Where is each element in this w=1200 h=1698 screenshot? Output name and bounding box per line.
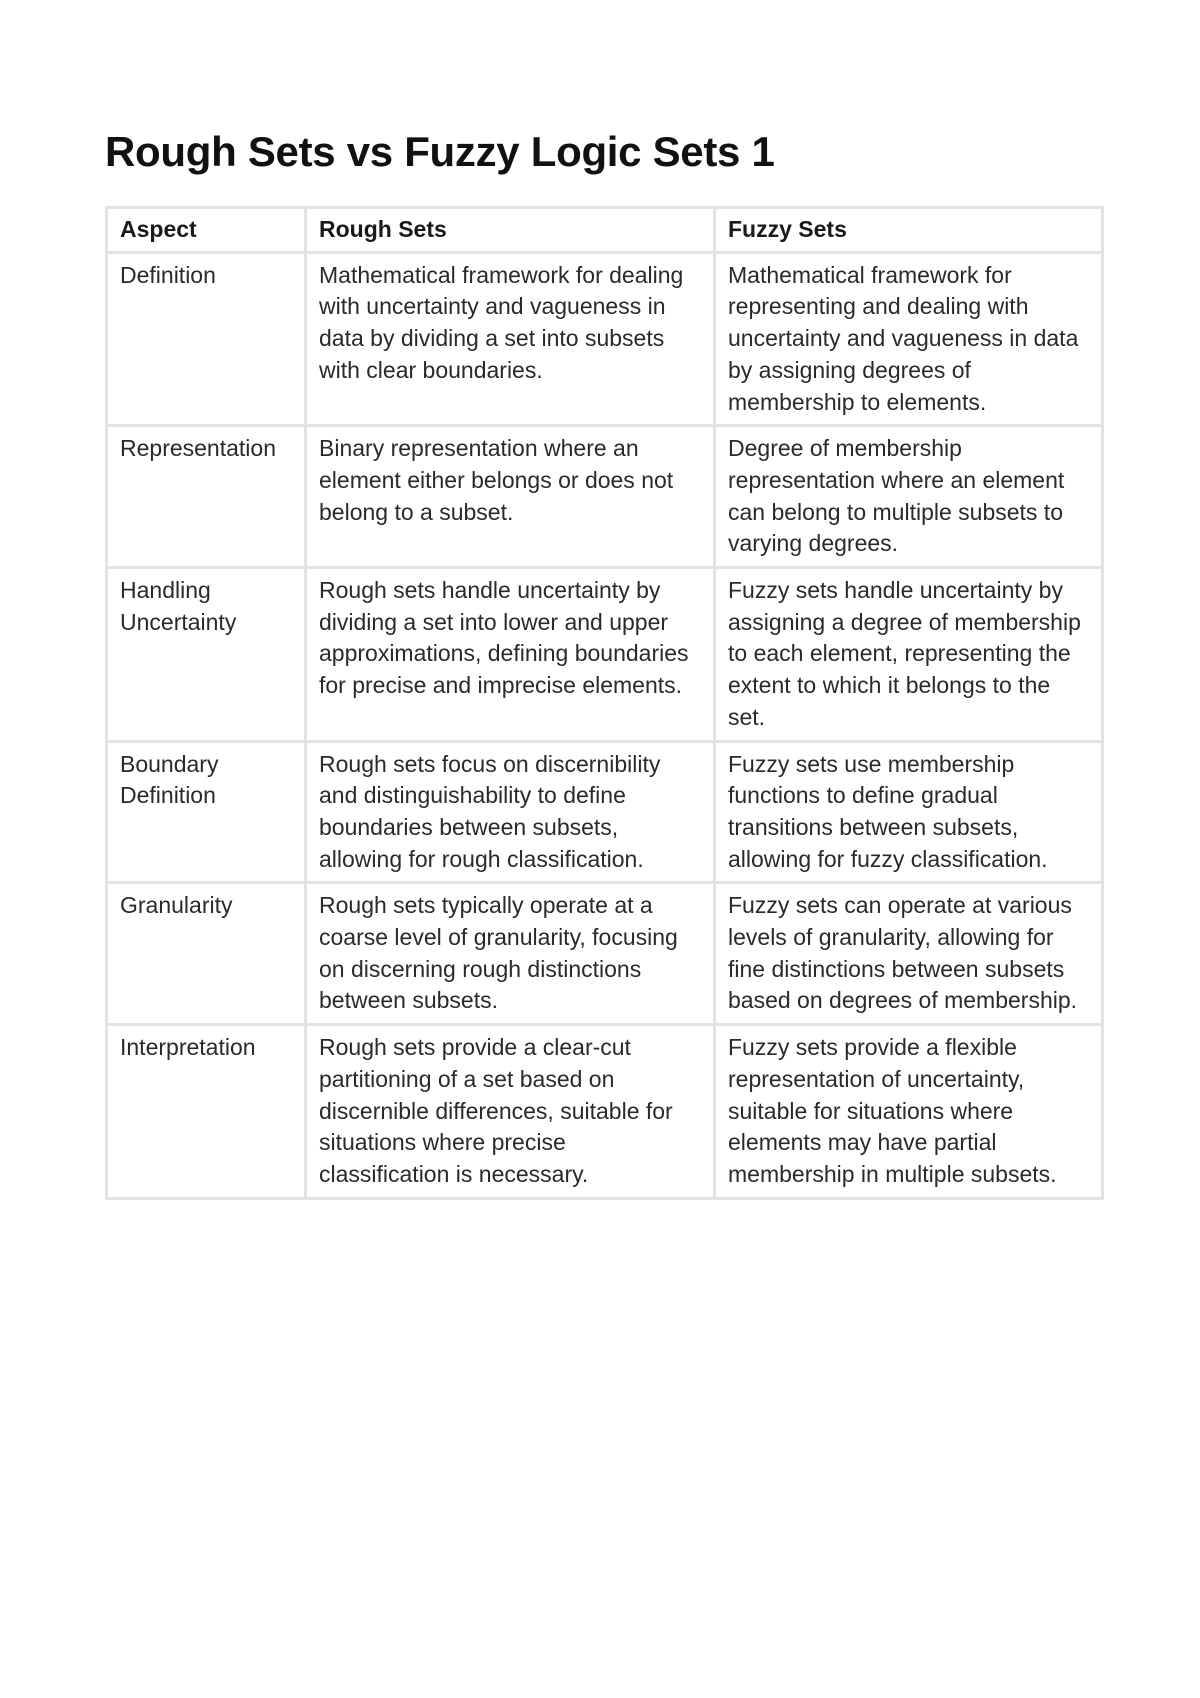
aspect-cell: Handling Uncertainty bbox=[107, 568, 306, 742]
rough-sets-cell: Binary representation where an element either belongs or does not belong to a subset. bbox=[306, 426, 715, 568]
rough-sets-cell: Rough sets focus on discernibility and distinguishability to define boundaries between subsets, allowing for rough classification. bbox=[306, 741, 715, 883]
header-rough-sets: Rough Sets bbox=[306, 208, 715, 253]
fuzzy-sets-cell: Mathematical framework for representing and dealing with uncertainty and vagueness in data by assigning degrees of membership to elements. bbox=[715, 252, 1103, 426]
aspect-cell: Granularity bbox=[107, 883, 306, 1025]
page-title: Rough Sets vs Fuzzy Logic Sets 1 bbox=[105, 128, 775, 175]
table-row bbox=[107, 883, 1103, 1025]
comparison-table bbox=[105, 206, 1104, 1200]
table-row bbox=[107, 1025, 1103, 1199]
table-row bbox=[107, 741, 1103, 883]
aspect-cell: Representation bbox=[107, 426, 306, 568]
fuzzy-sets-cell: Fuzzy sets use membership functions to define gradual transitions between subsets, allowing for fuzzy classification. bbox=[715, 741, 1103, 883]
rough-sets-cell: Rough sets provide a clear-cut partitioning of a set based on discernible differences, suitable for situations where precise classification is necessary. bbox=[306, 1025, 715, 1199]
table-row bbox=[107, 252, 1103, 426]
rough-sets-cell: Rough sets typically operate at a coarse level of granularity, focusing on discerning rough distinctions between subsets. bbox=[306, 883, 715, 1025]
fuzzy-sets-cell: Fuzzy sets handle uncertainty by assigning a degree of membership to each element, representing the extent to which it belongs to the set. bbox=[715, 568, 1103, 742]
header-fuzzy-sets: Fuzzy Sets bbox=[715, 208, 1103, 253]
table-row bbox=[107, 426, 1103, 568]
table-row bbox=[107, 568, 1103, 742]
rough-sets-cell: Rough sets handle uncertainty by dividing a set into lower and upper approximations, defining boundaries for precise and imprecise elements. bbox=[306, 568, 715, 742]
fuzzy-sets-cell: Degree of membership representation where an element can belong to multiple subsets to varying degrees. bbox=[715, 426, 1103, 568]
aspect-cell: Interpretation bbox=[107, 1025, 306, 1199]
table-header-row bbox=[107, 208, 1103, 253]
fuzzy-sets-cell: Fuzzy sets can operate at various levels of granularity, allowing for fine distinctions between subsets based on degrees of membership. bbox=[715, 883, 1103, 1025]
header-aspect: Aspect bbox=[107, 208, 306, 253]
rough-sets-cell: Mathematical framework for dealing with uncertainty and vagueness in data by dividing a set into subsets with clear boundaries. bbox=[306, 252, 715, 426]
fuzzy-sets-cell: Fuzzy sets provide a flexible representation of uncertainty, suitable for situations where elements may have partial membership in multiple subsets. bbox=[715, 1025, 1103, 1199]
aspect-cell: Boundary Definition bbox=[107, 741, 306, 883]
aspect-cell: Definition bbox=[107, 252, 306, 426]
